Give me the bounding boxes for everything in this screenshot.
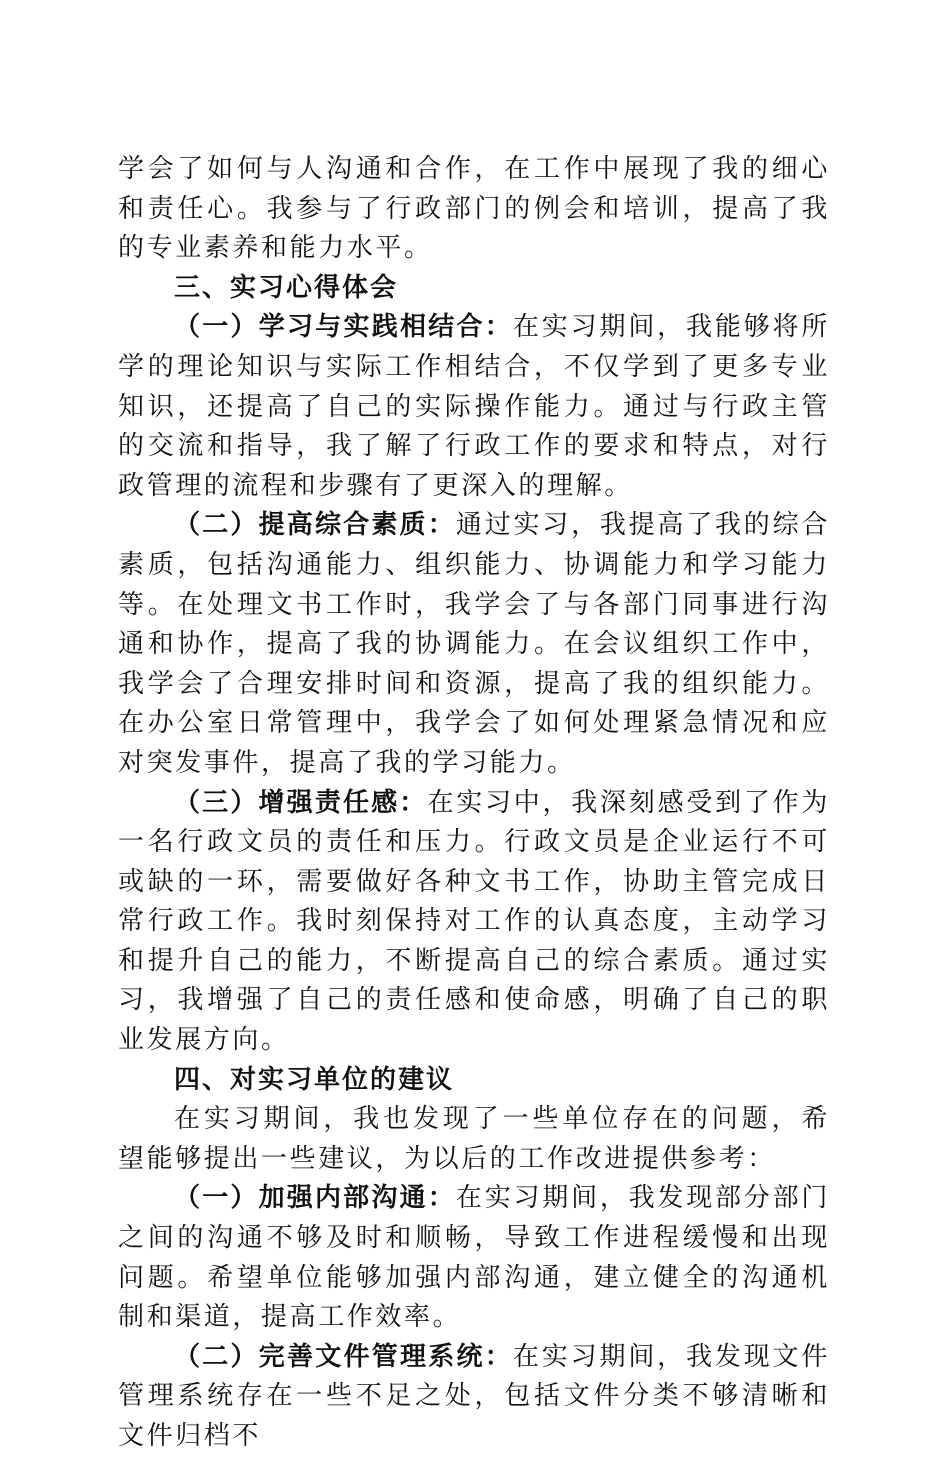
experience-item-3-title: （三）增强责任感： [174, 787, 428, 818]
experience-item-1 [118, 308, 830, 506]
experience-item-3 [118, 784, 830, 1061]
suggestion-item-1-title: （一）加强内部沟通： [174, 1183, 456, 1214]
intro-paragraph: 学会了如何与人沟通和合作，在工作中展现了我的细心和责任心。我参与了行政部门的例会和培训，提高了我的专业素养和能力水平。 [118, 154, 830, 264]
suggestion-item-2-title: （二）完善文件管理系统： [174, 1341, 513, 1372]
experience-item-2 [118, 506, 830, 783]
experience-item-1-title: （一）学习与实践相结合： [174, 312, 513, 343]
experience-item-3-text: 在实习中，我深刻感受到了作为一名行政文员的责任和压力。行政文员是企业运行不可或缺的一环，需要做好各种文书工作，协助主管完成日常行政工作。我时刻保持对工作的认真态度，主动学习和提升自己的能力，不断提高自己的综合素质。通过实习，我增强了自己的责任感和使命感，明确了自己的职业发展方向。 [118, 787, 830, 1056]
document-page [118, 150, 830, 1457]
suggestion-item-1 [118, 1179, 830, 1337]
experience-item-1-text: 在实习期间，我能够将所学的理论知识与实际工作相结合，不仅学到了更多专业知识，还提高了自己的实际操作能力。通过与行政主管的交流和指导，我了解了行政工作的要求和特点，对行政管理的流程和步骤有了更深入的理解。 [118, 312, 830, 501]
suggestion-item-2-text: 在实习期间，我发现文件管理系统存在一些不足之处，包括文件分类不够清晰和文件归档不 [118, 1341, 830, 1451]
experience-item-2-text: 通过实习，我提高了我的综合素质，包括沟通能力、组织能力、协调能力和学习能力等。在处理文书工作时，我学会了与各部门同事进行沟通和协作，提高了我的协调能力。在会议组织工作中，我学会了合理安排时间和资源，提高了我的组织能力。在办公室日常管理中，我学会了如何处理紧急情况和应对突发事件，提高了我的学习能力。 [118, 510, 830, 778]
section-heading-suggestions: 四、对实习单位的建议 [174, 1064, 455, 1095]
section-heading-experience: 三、实习心得体会 [174, 272, 399, 303]
suggestion-item-2 [118, 1338, 830, 1457]
suggestions-intro: 在实习期间，我也发现了一些单位存在的问题，希望能够提出一些建议，为以后的工作改进提供参考： [118, 1104, 830, 1174]
experience-item-2-title: （二）提高综合素质： [174, 510, 456, 541]
suggestion-item-1-text: 在实习期间，我发现部分部门之间的沟通不够及时和顺畅，导致工作进程缓慢和出现问题。希望单位能够加强内部沟通，建立健全的沟通机制和渠道，提高工作效率。 [118, 1183, 830, 1333]
